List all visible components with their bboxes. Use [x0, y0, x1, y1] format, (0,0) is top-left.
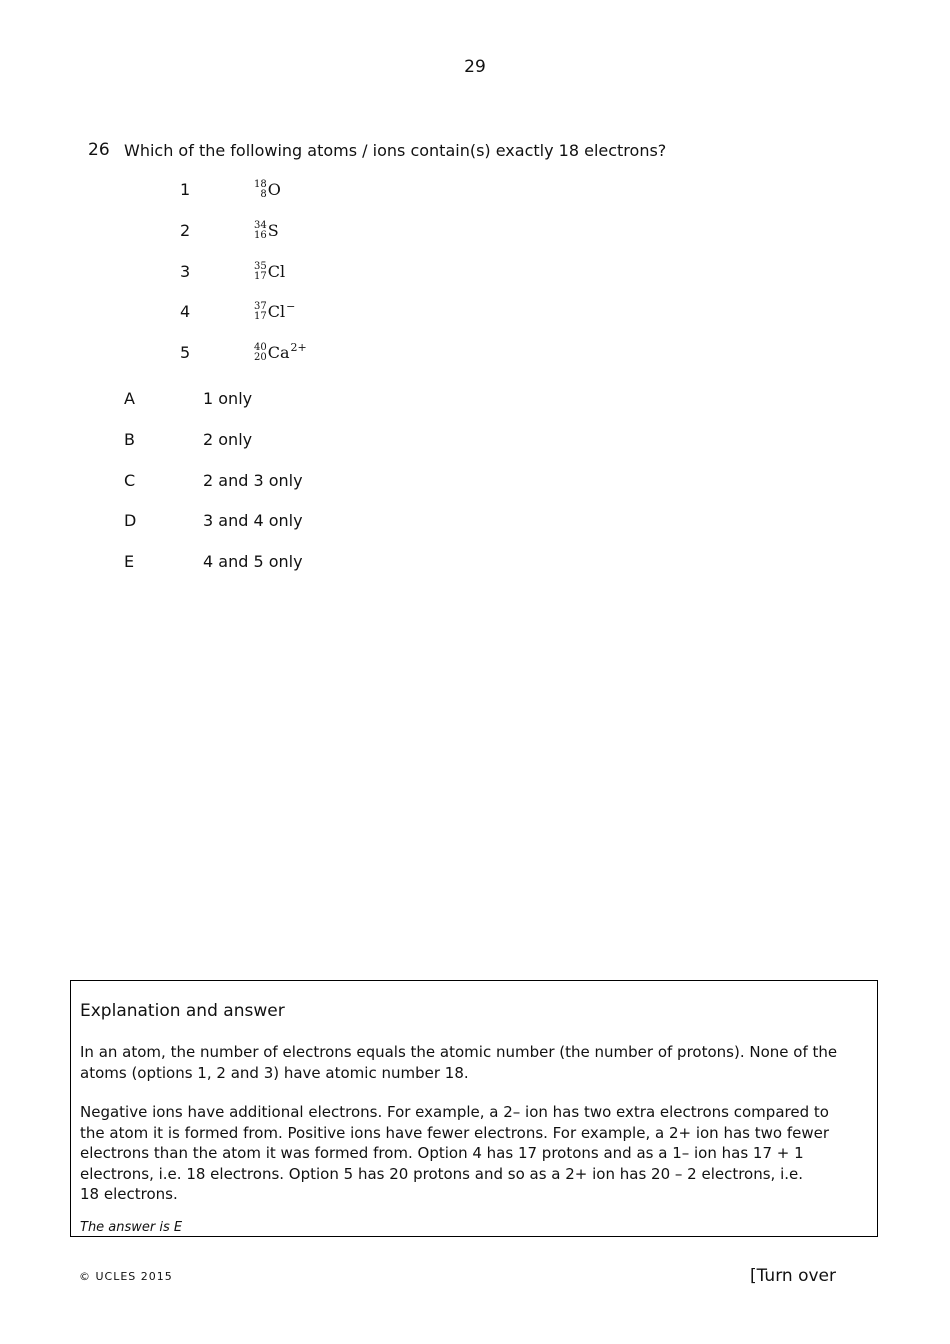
- explanation-line: In an atom, the number of electrons equals the atomic number (the number of protons). None of the: [80, 1043, 838, 1061]
- atomic-number: 20: [254, 352, 267, 363]
- explanation-paragraph-1: [80, 1042, 870, 1083]
- answer-text: 2 and 3 only: [203, 471, 303, 490]
- explanation-line: 18 electrons.: [80, 1185, 178, 1203]
- answer-letter: D: [124, 511, 137, 530]
- element-symbol: O: [267, 180, 281, 199]
- option-number: 4: [180, 302, 191, 321]
- option-number: 5: [180, 343, 191, 362]
- element-symbol: Cl: [267, 262, 286, 281]
- ion-charge: 2+: [290, 340, 307, 354]
- mass-number: 34: [254, 220, 267, 231]
- explanation-box: [70, 980, 878, 1237]
- question-stem: Which of the following atoms / ions contain(s) exactly 18 electrons?: [124, 141, 667, 160]
- nuclide-symbol: [254, 221, 279, 241]
- answer-text: 2 only: [203, 430, 253, 449]
- answer-text: 3 and 4 only: [203, 511, 303, 530]
- mass-number: 18: [254, 179, 267, 190]
- explanation-line: Negative ions have additional electrons. For example, a 2– ion has two extra electrons compared to: [80, 1103, 829, 1121]
- atomic-number: 17: [254, 271, 267, 282]
- answer-letter: E: [124, 552, 135, 571]
- element-symbol: Cl: [267, 302, 286, 321]
- mass-number: 40: [254, 342, 267, 353]
- mass-number: 35: [254, 261, 267, 272]
- nuclide-symbol: [254, 180, 281, 200]
- ion-charge: −: [286, 299, 296, 313]
- turn-over-label: [Turn over: [750, 1266, 836, 1286]
- option-number: 2: [180, 221, 191, 240]
- element-symbol: Ca: [267, 343, 290, 362]
- answer-letter: C: [124, 471, 136, 490]
- answer-letter: B: [124, 430, 135, 449]
- explanation-answer: The answer is E: [80, 1220, 183, 1235]
- explanation-line: the atom it is formed from. Positive ions have fewer electrons. For example, a 2+ ion has two fewer: [80, 1123, 829, 1142]
- page-number: 29: [464, 57, 486, 77]
- atomic-number: 16: [254, 230, 267, 241]
- answer-letter: A: [124, 389, 135, 408]
- atomic-number: 17: [254, 311, 267, 322]
- option-number: 1: [180, 180, 191, 199]
- nuclide-symbol: [254, 299, 296, 322]
- explanation-line: electrons than the atom it was formed from. Option 4 has 17 protons and as a 1– ion has 17 + 1: [80, 1144, 804, 1162]
- option-number: 3: [180, 262, 191, 281]
- explanation-line: electrons, i.e. 18 electrons. Option 5 has 20 protons and so as a 2+ ion has 20 – 2 electrons, i.e.: [80, 1164, 804, 1183]
- question-number: 26: [88, 140, 110, 160]
- explanation-line: atoms (options 1, 2 and 3) have atomic number 18.: [80, 1063, 469, 1082]
- copyright-notice: © UCLES 2015: [79, 1270, 173, 1283]
- nuclide-symbol: [254, 262, 285, 282]
- answer-text: 1 only: [203, 389, 253, 408]
- mass-number: 37: [254, 301, 267, 312]
- nuclide-symbol: [254, 340, 307, 363]
- explanation-title: Explanation and answer: [80, 1001, 285, 1021]
- answer-text: 4 and 5 only: [203, 552, 303, 571]
- atomic-number: 8: [260, 189, 267, 200]
- element-symbol: S: [267, 221, 279, 240]
- explanation-paragraph-2: [80, 1102, 870, 1205]
